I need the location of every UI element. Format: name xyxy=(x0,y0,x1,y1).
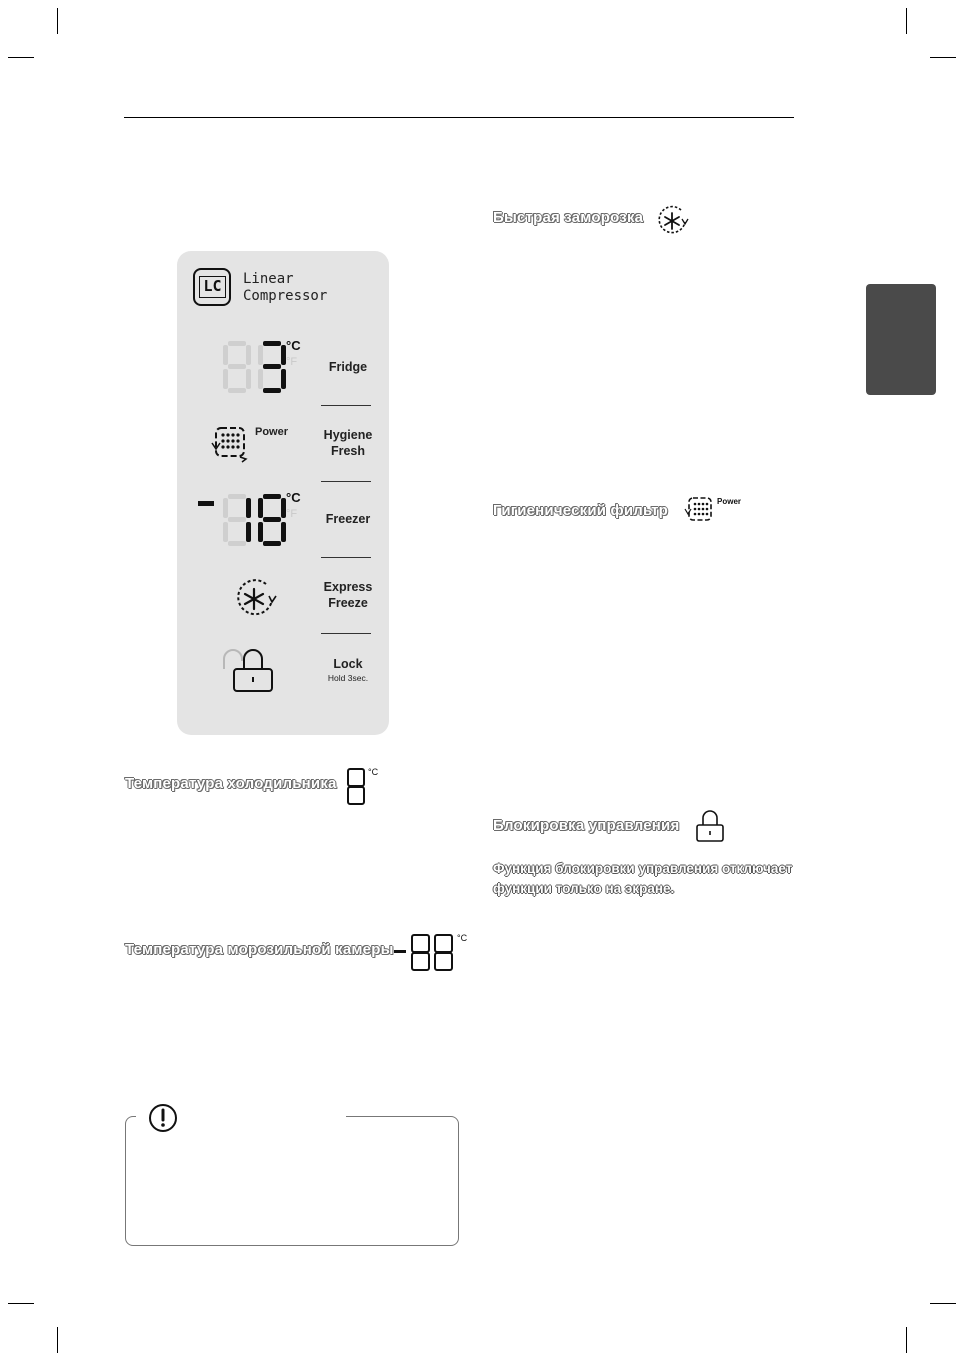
separator xyxy=(321,633,371,634)
express-freeze-icon xyxy=(232,576,280,618)
freezer-label: Freezer xyxy=(325,512,371,526)
lc-badge: LC xyxy=(199,276,226,298)
lock-small-icon xyxy=(694,810,726,844)
crop-mark xyxy=(57,8,58,34)
hygiene-power-label: Power xyxy=(717,497,742,506)
hygiene-label-line2: Fresh xyxy=(330,443,366,458)
lock-label: Lock xyxy=(333,657,363,671)
lock-hint: Hold 3sec. xyxy=(327,672,369,683)
lock-description-line2: функции только на экране. xyxy=(493,881,675,896)
freezer-temp-heading: Температура морозильной камеры xyxy=(125,941,394,958)
freezer-unit-c: °C xyxy=(286,490,301,505)
express-label-line1: Express xyxy=(323,580,373,594)
separator xyxy=(321,481,371,482)
hygiene-label-line1: Hygiene xyxy=(323,428,373,442)
crop-mark xyxy=(8,1303,34,1304)
freezer-temp-icon xyxy=(410,934,456,972)
lock-heading: Блокировка управления xyxy=(493,817,680,834)
freezer-temp-display xyxy=(223,494,287,546)
crop-mark xyxy=(906,1327,907,1353)
crop-mark xyxy=(57,1327,58,1353)
chapter-tab xyxy=(866,284,936,395)
fridge-unit-f: °F xyxy=(286,356,298,368)
lock-button[interactable] xyxy=(298,657,398,683)
hygiene-filter-small-icon xyxy=(684,494,718,526)
fridge-unit-c: °C xyxy=(286,338,301,353)
caution-icon xyxy=(148,1103,178,1133)
header-rule xyxy=(124,117,794,118)
express-label-line2: Freeze xyxy=(328,595,368,610)
fridge-temp-heading: Температура холодильника xyxy=(125,775,337,792)
brand-text xyxy=(243,271,327,305)
brand-line2: Compressor xyxy=(243,288,328,304)
freezer-button[interactable] xyxy=(298,512,398,528)
note-box xyxy=(125,1116,459,1246)
lock-description xyxy=(493,859,813,899)
freezer-unit-f: °F xyxy=(286,508,298,520)
fridge-temp-icon xyxy=(346,768,366,806)
fridge-temp-unit: °C xyxy=(368,767,379,777)
hygiene-fresh-button[interactable] xyxy=(298,428,398,459)
linear-compressor-icon xyxy=(193,268,231,306)
crop-mark xyxy=(8,57,34,58)
lock-icon xyxy=(221,647,277,695)
crop-mark xyxy=(906,8,907,34)
separator xyxy=(321,405,371,406)
fridge-label: Fridge xyxy=(328,360,368,374)
freezer-temp-unit: °C xyxy=(457,933,468,943)
power-label: Power xyxy=(255,426,289,438)
brand-line1: Linear xyxy=(243,271,294,287)
separator xyxy=(321,557,371,558)
hygiene-filter-heading: Гигиенический фильтр xyxy=(493,502,669,519)
freezer-minus-sign xyxy=(198,501,214,506)
lock-description-line1: Функция блокировки управления отключает xyxy=(493,861,793,876)
control-panel xyxy=(177,251,389,735)
crop-mark xyxy=(930,57,956,58)
hygiene-filter-icon xyxy=(210,423,252,463)
freezer-temp-minus xyxy=(394,950,406,953)
crop-mark xyxy=(930,1303,956,1304)
express-freeze-small-icon xyxy=(655,204,691,236)
fridge-button[interactable] xyxy=(298,360,398,376)
express-freeze-heading: Быстрая заморозка xyxy=(493,209,644,226)
fridge-temp-display xyxy=(223,341,287,393)
express-freeze-button[interactable] xyxy=(298,580,398,611)
